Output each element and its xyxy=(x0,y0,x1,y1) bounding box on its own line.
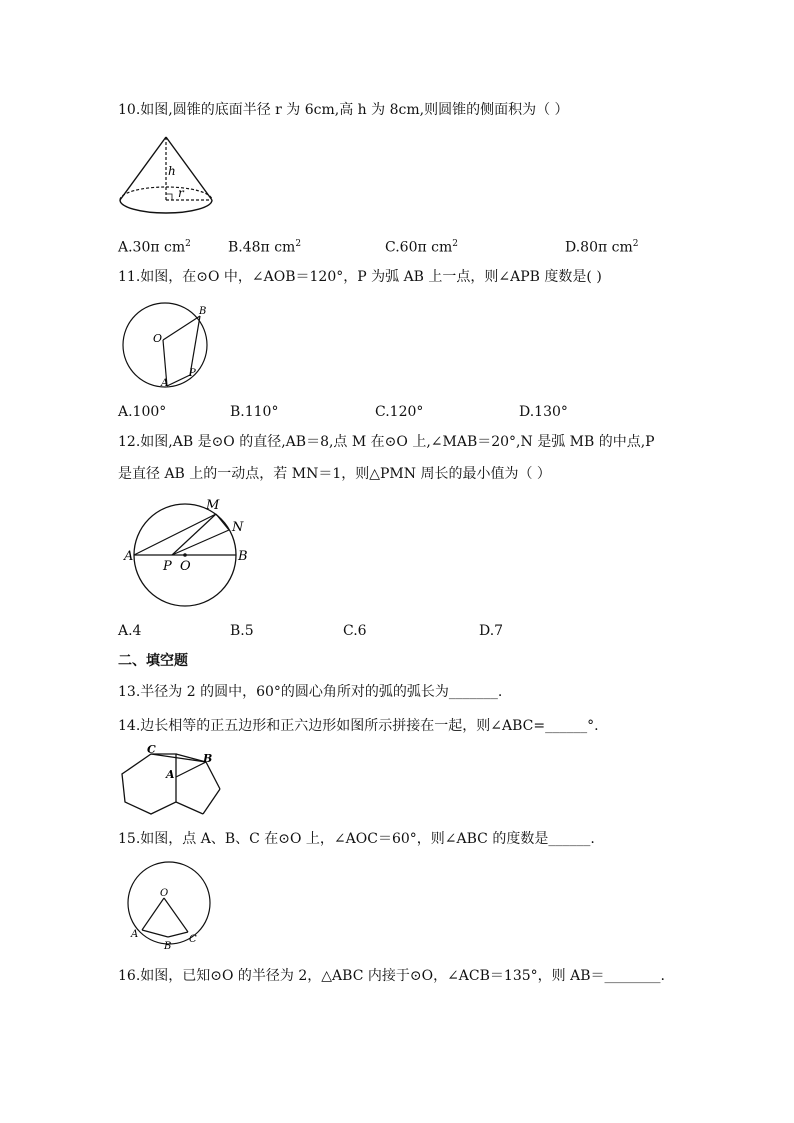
question-12-line1: 12.如图,AB 是⊙O 的直径,AB＝8,点 M 在⊙O 上,∠MAB＝20°,N 是弧 MB 的中点,P xyxy=(118,434,655,450)
q15-circle-figure xyxy=(126,860,216,952)
q11-option-b: B.110° xyxy=(230,404,279,420)
section-2-heading: 二、填空题 xyxy=(118,653,188,669)
q15-label-a: A xyxy=(131,929,139,940)
q11-option-d: D.130° xyxy=(519,404,568,420)
q11-label-p: P xyxy=(189,368,196,379)
cone-figure xyxy=(118,134,214,218)
q12-option-c: C.6 xyxy=(343,623,367,639)
question-15-text: 15.如图，点 A、B、C 在⊙O 上，∠AOC＝60°，则∠ABC 的度数是______. xyxy=(118,831,595,847)
q11-option-a: A.100° xyxy=(118,404,167,420)
q15-label-c: C xyxy=(189,934,197,945)
q12-label-o: O xyxy=(180,559,191,574)
q12-option-a: A.4 xyxy=(118,623,142,639)
q10-option-c: C.60π $cm^2$ xyxy=(385,239,458,256)
q12-circle-figure xyxy=(126,495,256,610)
q10-option-a: A.30π $cm^2$ xyxy=(118,239,191,256)
q11-circle-figure xyxy=(120,300,212,392)
q11-label-b: B xyxy=(199,306,207,317)
question-16-text: 16.如图，已知⊙O 的半径为 2，△ABC 内接于⊙O，∠ACB＝135°，则 AB＝________. xyxy=(118,968,665,984)
q15-label-b: B xyxy=(164,941,172,952)
cone-h-label: h xyxy=(168,164,176,178)
q14-label-b: B xyxy=(203,752,213,765)
q12-label-m: M xyxy=(206,498,220,513)
question-10-text: 10.如图,圆锥的底面半径 r 为 6cm,高 h 为 8cm,则圆锥的侧面积为（ ） xyxy=(118,102,569,118)
cone-r-label: r xyxy=(178,186,184,200)
q14-label-a: A xyxy=(166,768,175,781)
q12-option-b: B.5 xyxy=(230,623,254,639)
q12-label-n: N xyxy=(232,520,244,535)
q11-option-c: C.120° xyxy=(375,404,424,420)
q11-label-a: A xyxy=(161,378,169,389)
question-11-text: 11.如图，在⊙O 中，∠AOB＝120°，P 为弧 AB 上一点，则∠APB 度数是( ) xyxy=(118,269,602,285)
q10-option-d: D.80π $cm^2$ xyxy=(565,239,639,256)
question-14-text: 14.边长相等的正五边形和正六边形如图所示拼接在一起，则∠ABC=______°. xyxy=(118,718,599,734)
q10-option-b: B.48π $cm^2$ xyxy=(228,239,302,256)
question-12-line2: 是直径 AB 上的一动点，若 MN＝1，则△PMN 周长的最小值为（ ） xyxy=(118,466,551,482)
q14-label-c: C xyxy=(147,743,156,756)
q11-label-o: O xyxy=(153,332,163,345)
q12-label-p: P xyxy=(163,559,172,574)
pentagon-hexagon-figure xyxy=(118,744,224,816)
q12-option-d: D.7 xyxy=(479,623,504,639)
q12-label-a: A xyxy=(124,549,134,564)
q12-label-b: B xyxy=(238,549,248,564)
question-13-text: 13.半径为 2 的圆中，60°的圆心角所对的弧的弧长为_______. xyxy=(118,684,503,700)
q15-label-o: O xyxy=(160,888,169,899)
